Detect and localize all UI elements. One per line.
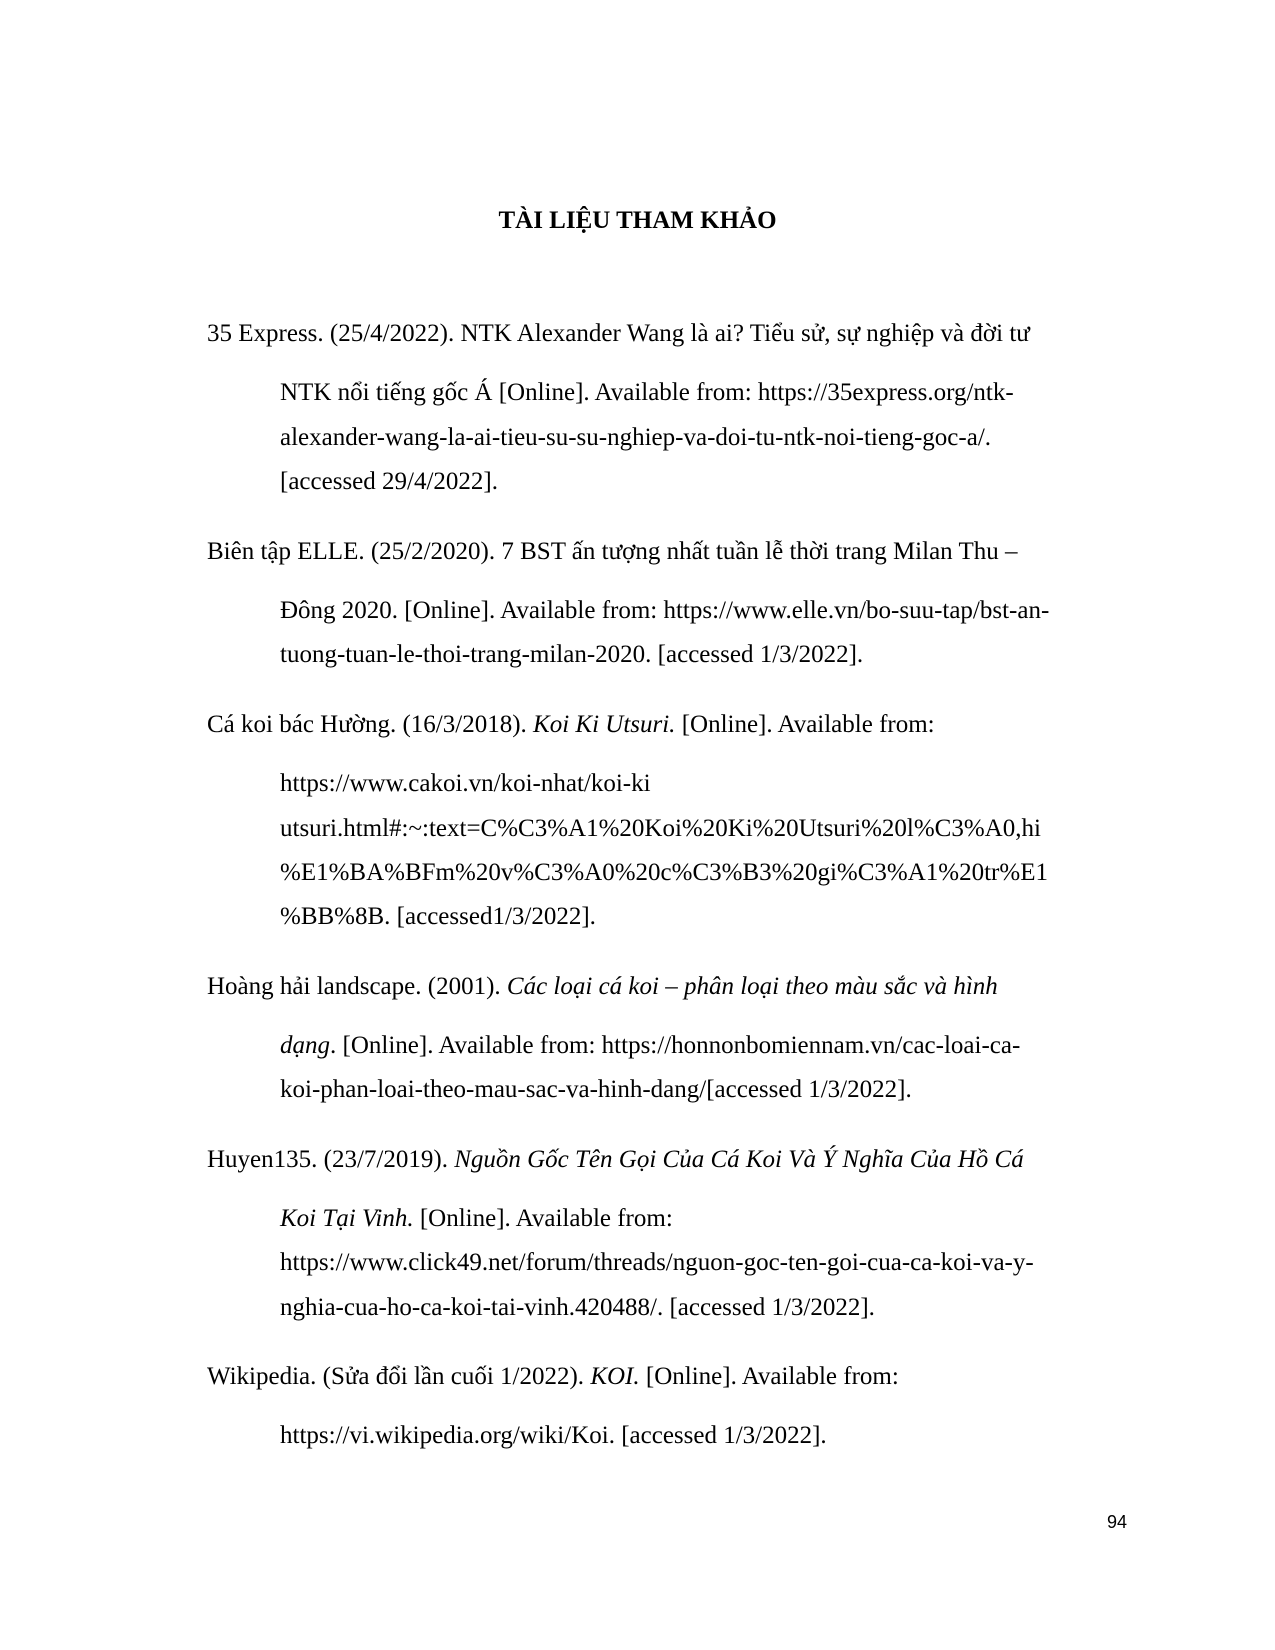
reference-text: https://www.cakoi.vn/koi-nhat/koi-ki — [280, 770, 651, 797]
reference-line — [207, 1362, 899, 1392]
reference-line — [280, 1204, 673, 1234]
reference-title: KOI. — [590, 1363, 640, 1390]
reference-text: NTK nổi tiếng gốc Á [Online]. Available from: https://35express.org/ntk- — [280, 379, 1014, 406]
reference-line — [207, 972, 998, 1002]
reference-text: [Online]. Available from: — [639, 1363, 899, 1390]
reference-text: . [Online]. Available from: https://honnonbomiennam.vn/cac-loai-ca- — [330, 1032, 1021, 1059]
reference-text: 35 Express. (25/4/2022). NTK Alexander Wang là ai? Tiểu sử, sự nghiệp và đời tư — [207, 320, 1030, 347]
reference-text: utsuri.html#:~:text=C%C3%A1%20Koi%20Ki%20Utsuri%20l%C3%A0,hi — [280, 815, 1041, 842]
reference-text: koi-phan-loai-theo-mau-sac-va-hinh-dang/[accessed 1/3/2022]. — [280, 1076, 912, 1103]
page-title: TÀI LIỆU THAM KHẢO — [498, 207, 777, 234]
reference-line — [207, 537, 1018, 567]
reference-text: alexander-wang-la-ai-tieu-su-su-nghiep-va-doi-tu-ntk-noi-tieng-goc-a/. — [280, 424, 992, 451]
reference-text: Hoàng hải landscape. (2001). — [207, 973, 507, 1000]
reference-text: [Online]. Available from: — [413, 1205, 673, 1232]
reference-line — [280, 1075, 912, 1105]
reference-text: %BB%8B. [accessed1/3/2022]. — [280, 903, 596, 930]
reference-line — [280, 769, 651, 799]
reference-line — [280, 1421, 827, 1451]
reference-title: Các loại cá koi – phân loại theo màu sắc và hình — [506, 973, 998, 1000]
reference-text: https://www.click49.net/forum/threads/nguon-goc-ten-goi-cua-ca-koi-va-y- — [280, 1249, 1034, 1276]
reference-title: dạng — [280, 1032, 330, 1059]
reference-line — [280, 596, 1049, 626]
reference-line — [207, 1145, 1024, 1175]
reference-text: [Online]. Available from: — [675, 711, 935, 738]
reference-text: Đông 2020. [Online]. Available from: https://www.elle.vn/bo-suu-tap/bst-an- — [280, 597, 1050, 624]
reference-line — [280, 858, 1048, 888]
reference-line — [207, 710, 935, 740]
reference-line — [280, 423, 991, 453]
reference-line — [280, 902, 596, 932]
reference-line — [280, 467, 498, 497]
reference-line — [280, 640, 863, 670]
reference-line — [280, 814, 1041, 844]
reference-text: nghia-cua-ho-ca-koi-tai-vinh.420488/. [accessed 1/3/2022]. — [280, 1294, 875, 1321]
reference-title: Nguồn Gốc Tên Gọi Của Cá Koi Và Ý Nghĩa Của Hồ Cá — [454, 1146, 1024, 1173]
reference-line — [280, 378, 1014, 408]
reference-text: Biên tập ELLE. (25/2/2020). 7 BST ấn tượng nhất tuần lễ thời trang Milan Thu – — [207, 538, 1018, 565]
reference-line — [207, 319, 1030, 349]
reference-text: Wikipedia. (Sửa đổi lần cuối 1/2022). — [207, 1363, 591, 1390]
reference-text: %E1%BA%BFm%20v%C3%A0%20c%C3%B3%20gi%C3%A1%20tr%E1 — [280, 859, 1048, 886]
reference-text: tuong-tuan-le-thoi-trang-milan-2020. [accessed 1/3/2022]. — [280, 641, 864, 668]
reference-text: [accessed 29/4/2022]. — [280, 468, 498, 495]
page-number: 94 — [1106, 1512, 1127, 1532]
reference-text: Cá koi bác Hường. (16/3/2018). — [207, 711, 534, 738]
reference-line — [280, 1248, 1034, 1278]
reference-line — [280, 1293, 875, 1323]
reference-text: Huyen135. (23/7/2019). — [207, 1146, 455, 1173]
reference-title: Koi Ki Utsuri. — [533, 711, 676, 738]
reference-line — [280, 1031, 1020, 1061]
reference-text: https://vi.wikipedia.org/wiki/Koi. [accessed 1/3/2022]. — [280, 1422, 827, 1449]
reference-title: Koi Tại Vinh. — [280, 1205, 414, 1232]
